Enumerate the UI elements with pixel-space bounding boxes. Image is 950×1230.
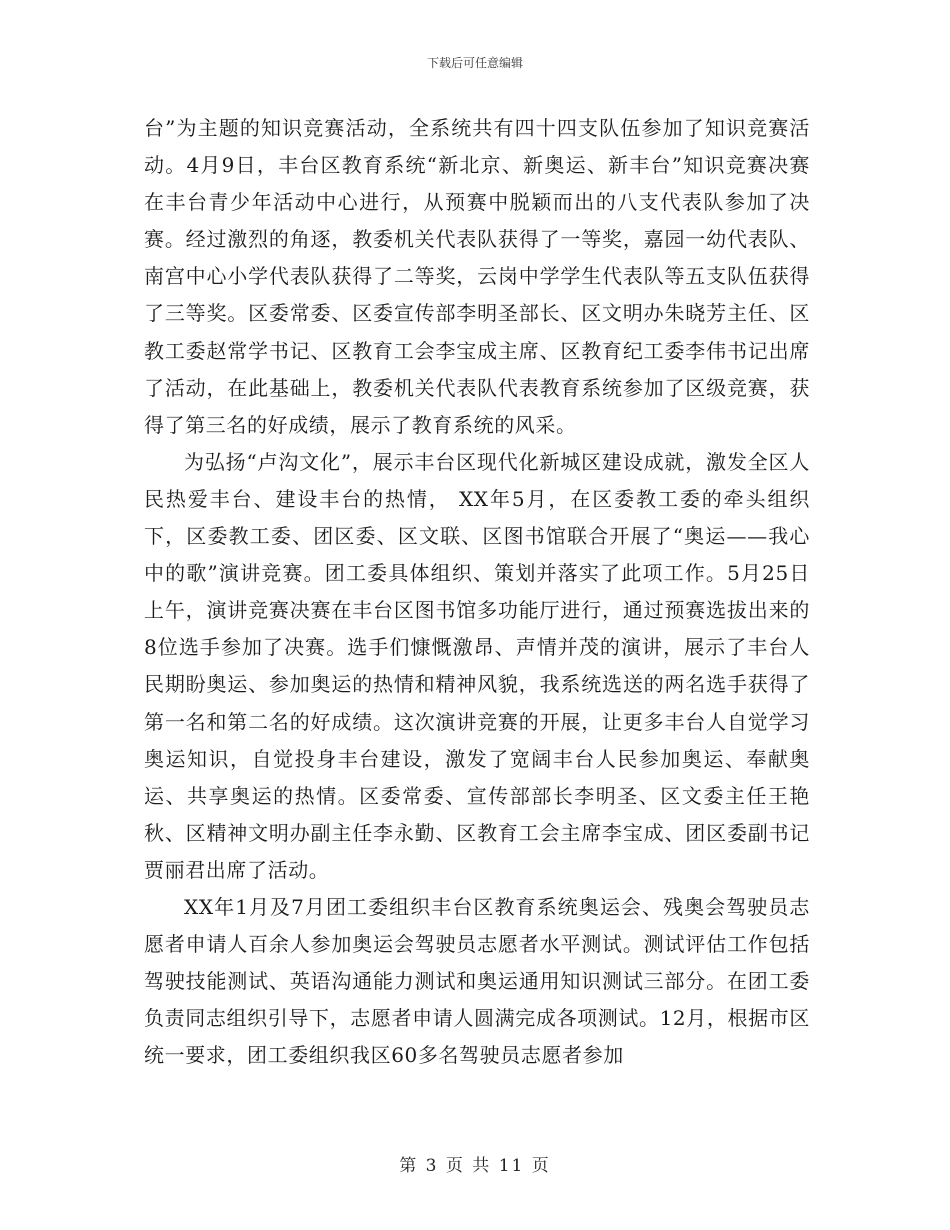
paragraph-2: 为弘扬“卢沟文化”，展示丰台区现代化新城区建设成就，激发全区人民热爱丰台、建设丰台的热情， XX年5月，在区委教工委的牵头组织下，区委教工委、团区委、区文联、区图书馆联合开展了“奥运——我心中的歌”演讲竞赛。团工委具体组织、策划并落实了此项工作。5月25日上午，演讲竞赛决赛在丰台区图书馆多功能厅进行，通过预赛选拔出来的8位选手参加了决赛。选手们慷慨激昂、声情并茂的演讲，展示了丰台人民期盼奥运、参加奥运的热情和精神风貌，我系统选送的两名选手获得了第一名和第二名的好成绩。这次演讲竞赛的开展，让更多丰台人自觉学习奥运知识，自觉投身丰台建设，激发了宽阔丰台人民参加奥运、奉献奥运、共享奥运的热情。区委常委、宣传部部长李明圣、区文委主任王艳秋、区精神文明办副主任李永勤、区教育工会主席李宝成、团区委副书记贾丽君出席了活动。 xyxy=(144,449,810,882)
page-number: 第 3 页 共 11 页 xyxy=(399,1156,551,1176)
document-body xyxy=(144,110,810,1074)
header-note: 下载后可任意编辑 xyxy=(426,56,523,70)
paragraph-1: 台”为主题的知识竞赛活动，全系统共有四十四支队伍参加了知识竞赛活动。4月9日，丰台区教育系统“新北京、新奥运、新丰台”知识竞赛决赛在丰台青少年活动中心进行，从预赛中脱颖而出的八支代表队参加了决赛。经过激烈的角逐，教委机关代表队获得了一等奖，嘉园一幼代表队、南宫中心小学代表队获得了二等奖，云岗中学学生代表队等五支队伍获得了三等奖。区委常委、区委宣传部李明圣部长、区文明办朱晓芳主任、区教工委赵常学书记、区教育工会李宝成主席、区教育纪工委李伟书记出席了活动，在此基础上，教委机关代表队代表教育系统参加了区级竞赛，获得了第三名的好成绩，展示了教育系统的风采。 xyxy=(144,116,810,437)
paragraph-3: XX年1月及7月团工委组织丰台区教育系统奥运会、残奥会驾驶员志愿者申请人百余人参加奥运会驾驶员志愿者水平测试。测试评估工作包括驾驶技能测试、英语沟通能力测试和奥运通用知识测试三部分。在团工委负责同志组织引导下，志愿者申请人圆满完成各项测试。12月，根据市区统一要求，团工委组织我区60多名驾驶员志愿者参加 xyxy=(144,894,810,1068)
